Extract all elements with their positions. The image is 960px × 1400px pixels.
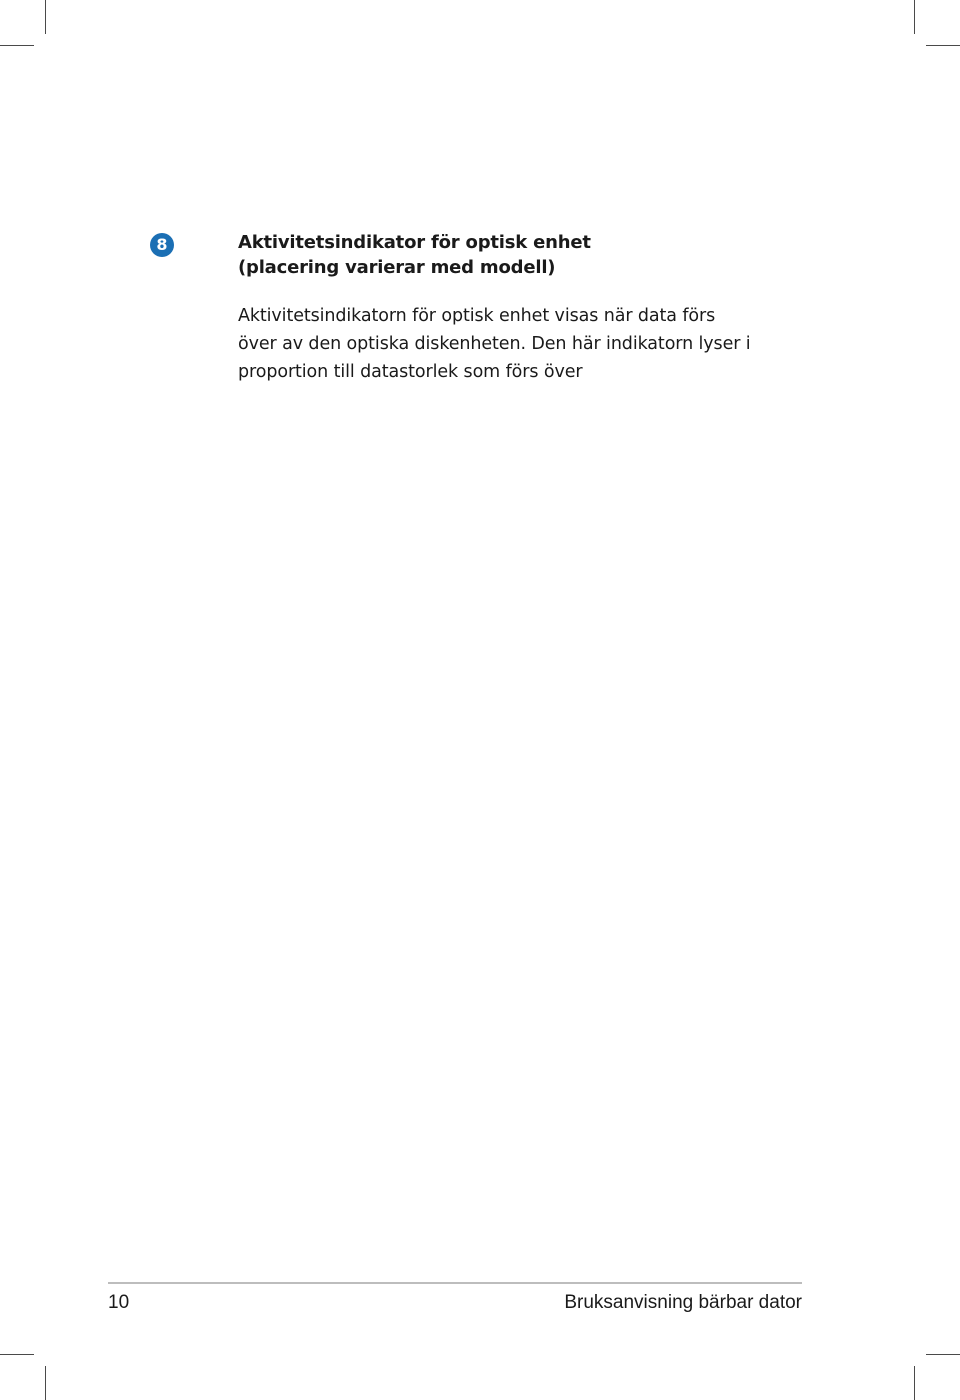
footer-title: Bruksanvisning bärbar dator <box>564 1292 802 1313</box>
crop-mark-bottom-left-vertical <box>45 1366 46 1400</box>
crop-mark-bottom-right-vertical <box>914 1366 915 1400</box>
indicator-description <box>238 230 838 386</box>
body-line: proportion till datastorlek som förs över <box>238 362 583 382</box>
body-line: över av den optiska diskenheten. Den här indikatorn lyser i <box>238 334 751 354</box>
body-line: Aktivitetsindikatorn för optisk enhet visas när data förs <box>238 306 716 326</box>
crop-mark-top-left-vertical <box>45 0 46 34</box>
crop-mark-top-left-horizontal <box>0 45 34 46</box>
footer-divider <box>108 1282 802 1284</box>
page-number: 10 <box>108 1292 130 1313</box>
item-number-badge: 8 <box>150 233 174 257</box>
crop-mark-bottom-left-horizontal <box>0 1354 34 1355</box>
crop-mark-bottom-right-horizontal <box>926 1354 960 1355</box>
crop-mark-top-right-vertical <box>914 0 915 34</box>
heading-line: (placering varierar med modell) <box>238 257 556 278</box>
section-heading <box>238 230 838 280</box>
heading-line: Aktivitetsindikator för optisk enhet <box>238 232 591 253</box>
section-body <box>238 302 838 386</box>
crop-mark-top-right-horizontal <box>926 45 960 46</box>
